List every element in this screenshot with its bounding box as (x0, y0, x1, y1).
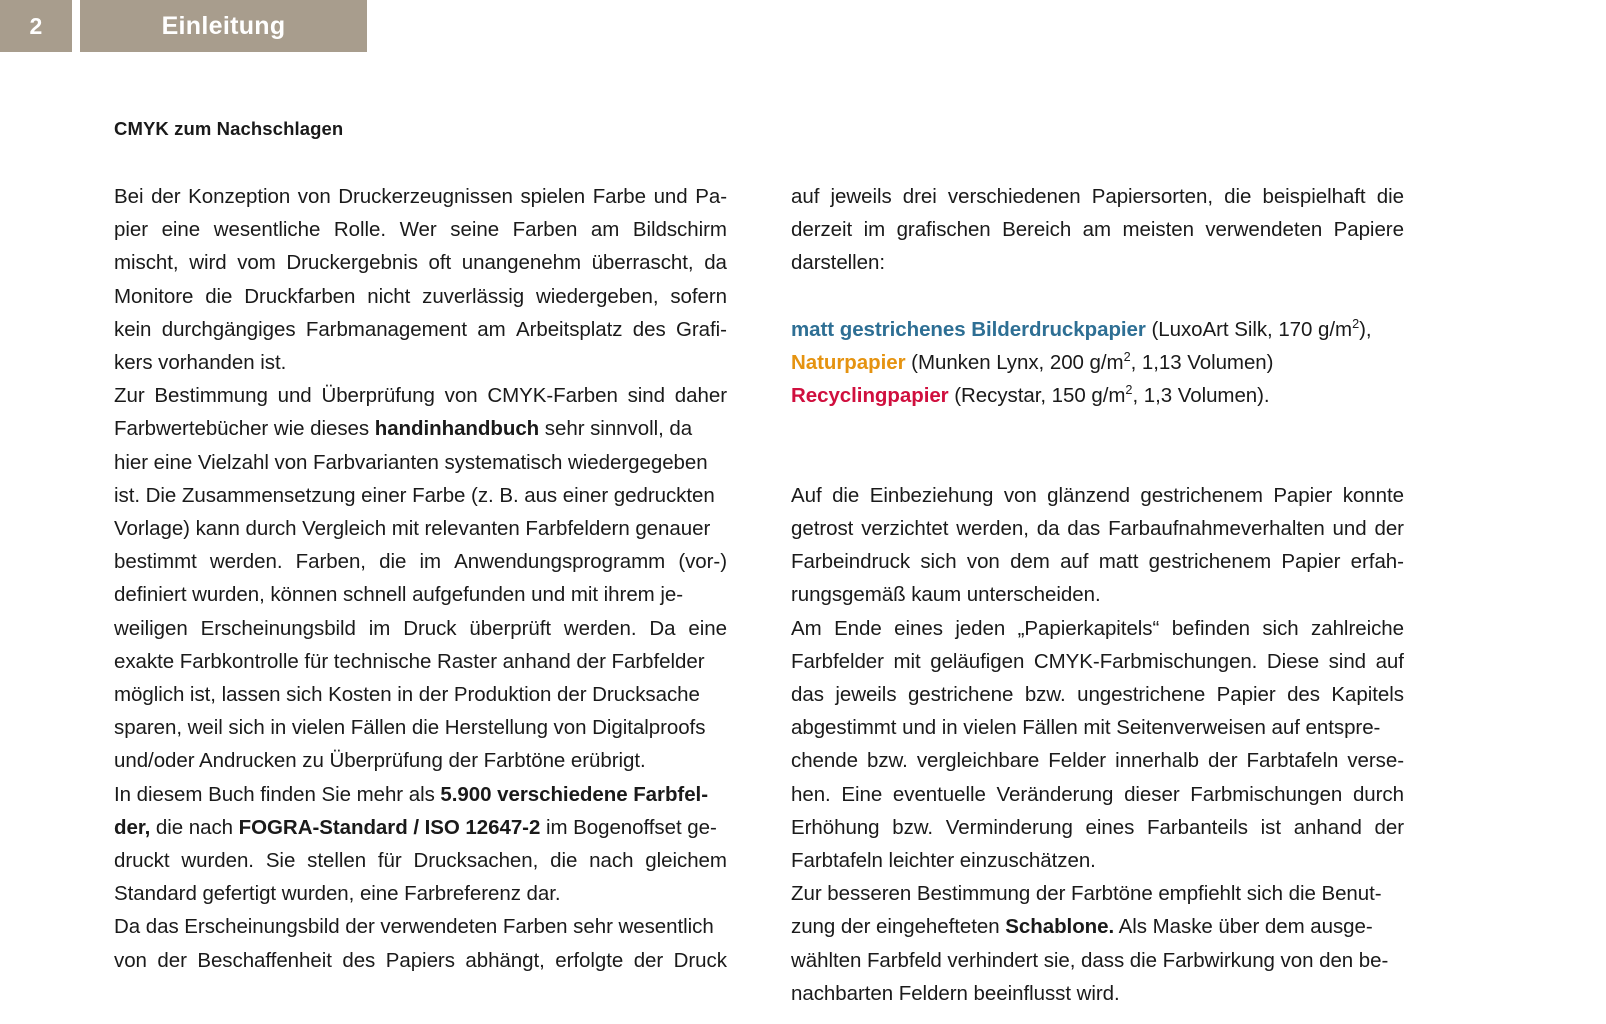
text-word: sich (920, 550, 957, 574)
text-word: Grafi- (675, 317, 727, 341)
text-word: der (157, 948, 187, 972)
text-word: Farbmischungen (1190, 782, 1343, 806)
chapter-title: Einleitung (161, 11, 286, 40)
text-word: nach (589, 849, 634, 873)
text-word: stellen (307, 849, 367, 873)
text-word: drei (902, 185, 937, 208)
running-header (0, 0, 367, 52)
paragraph-erscheinungsbild (114, 910, 727, 976)
text-word: grafischen (896, 218, 991, 242)
text-word: im (419, 550, 441, 574)
text-line (791, 811, 1404, 844)
text-word: des (1287, 683, 1320, 706)
text-word: das (1067, 516, 1101, 540)
text-run: im Bogenoffset ge- (540, 815, 717, 839)
text-word: Farbtafeln (1246, 749, 1339, 773)
text-word: Bildschirm (632, 218, 727, 242)
paper-spec-run: , 1,3 Volumen). (1132, 384, 1270, 408)
paragraph-papierkapitels (791, 612, 1404, 878)
text-word: Papier (1281, 550, 1341, 574)
text-word: Papier (1216, 683, 1276, 706)
text-word: Anwendungsprogramm (454, 550, 666, 574)
text-word: ungestrichene (1077, 683, 1206, 706)
text-word: Ende (834, 616, 882, 640)
text-line: definiert wurden, können schnell aufgefunden und mit ihrem je- (114, 583, 683, 607)
text-word: Arbeitsplatz (515, 317, 623, 341)
text-word: oft (428, 251, 452, 275)
text-line: Da das Erscheinungsbild der verwendeten Farben sehr wesentlich (114, 915, 714, 939)
text-run: Farbwertebücher wie dieses (114, 417, 375, 441)
text-word: und (277, 384, 312, 408)
text-word: CMYK-Farben (487, 384, 618, 408)
text-word: wesentliche (213, 218, 321, 242)
text-word: werden. (563, 616, 637, 640)
text-line: Farbtafeln leichter einzuschätzen. (791, 849, 1096, 873)
paragraph-papiersorten (791, 180, 1404, 280)
text-word: unangenehm (461, 251, 581, 275)
text-word: Da (649, 616, 676, 640)
text-word: Erhöhung (791, 815, 880, 839)
text-word: am (477, 317, 506, 341)
text-word: Druckergebnis (286, 251, 418, 275)
text-line (791, 910, 1404, 943)
paper-spec-run: ), (1359, 317, 1372, 341)
text-word: Zur (114, 384, 145, 408)
text-word: CMYK-Farbmischungen. (1033, 649, 1258, 673)
paragraph-intro (114, 180, 727, 379)
superscript-two: 2 (1352, 315, 1360, 331)
paper-label-coated: matt gestrichenes Bilderdruckpapier (791, 317, 1146, 341)
text-line: kers vorhanden ist. (114, 351, 287, 375)
text-word: Überprüfung (321, 384, 435, 408)
text-line (791, 612, 1404, 645)
text-word: von (1003, 483, 1037, 507)
text-word: Auf (791, 483, 822, 507)
text-word: eines (894, 616, 943, 640)
text-word: Druckerzeugnissen (338, 185, 513, 208)
text-word: der (1374, 516, 1404, 540)
text-word: werden. (209, 550, 283, 574)
text-line (114, 944, 727, 977)
text-run: Als Maske über dem ausge- (1114, 915, 1373, 939)
text-line (791, 778, 1404, 811)
text-word: Bestimmung (154, 384, 268, 408)
text-line (114, 379, 727, 412)
text-line (791, 213, 1404, 246)
text-line (114, 213, 727, 246)
text-word: hen. (791, 782, 831, 806)
text-word: das (791, 683, 824, 706)
text-word: Monitore (114, 284, 194, 308)
text-word: bestimmt (114, 550, 197, 574)
text-word: erfah- (1350, 550, 1404, 574)
paragraph-glaenzend (791, 479, 1404, 612)
text-word: mit (893, 649, 921, 673)
text-word: werden, (956, 516, 1029, 540)
text-line: hier eine Vielzahl von Farbvarianten systematisch wiedergegeben (114, 450, 708, 474)
text-word: Papiersorten, (1091, 185, 1213, 208)
superscript-two: 2 (1123, 349, 1131, 365)
text-word: ist (1260, 815, 1281, 839)
folio-box (0, 0, 72, 52)
text-word: nicht (367, 284, 411, 308)
emphasis-farbfelder-count: 5.900 verschiedene Farbfel- (440, 782, 708, 806)
text-line (791, 744, 1404, 777)
text-line (114, 778, 727, 811)
text-run: die nach (150, 815, 239, 839)
text-line: abgestimmt und in vielen Fällen mit Seitenverweisen auf entspre- (791, 716, 1381, 740)
paper-label-natural: Naturpapier (791, 351, 906, 374)
text-word: Farbmanagement (305, 317, 467, 341)
text-word: weiligen (114, 616, 188, 640)
text-word: eine (688, 616, 727, 640)
paper-label-recycled: Recyclingpapier (791, 384, 949, 408)
text-line: möglich ist, lassen sich Kosten in der Produktion der Drucksache (114, 683, 700, 707)
text-word: der (1208, 749, 1238, 773)
text-word: des (632, 317, 666, 341)
text-word: auf (791, 185, 820, 208)
text-word: Erscheinungsbild (200, 616, 356, 640)
text-word: geläufigen (930, 649, 1025, 673)
text-word: gestrichene (907, 683, 1014, 706)
text-word: am (590, 218, 620, 242)
text-word: wird (189, 251, 227, 275)
text-word: konnte (1342, 483, 1404, 507)
text-word: sind (1328, 649, 1367, 673)
text-word: von (114, 948, 147, 972)
text-word: Sie (265, 849, 296, 873)
paper-type-list (791, 313, 1404, 413)
text-line: ist. Die Zusammensetzung einer Farbe (z. B. aus einer gedruckten (114, 483, 715, 507)
text-word: vergleichbare (916, 749, 1040, 773)
text-word: seine (450, 218, 500, 242)
text-word: sofern (670, 284, 727, 308)
text-word: der (1374, 815, 1404, 839)
paper-type-recycled (791, 379, 1404, 412)
text-word: überprüft (469, 616, 552, 640)
text-word: Papier (1273, 483, 1333, 507)
paper-spec-run: (LuxoArt Silk, 170 g/m (1145, 317, 1353, 341)
right-text-column (791, 180, 1404, 1010)
text-word: Farbfelder (791, 649, 884, 673)
text-word: von (297, 185, 331, 208)
text-line: wählten Farbfeld verhindert sie, dass die Farbwirkung von den be- (791, 948, 1389, 972)
text-word: chende (791, 749, 858, 773)
text-word: derzeit (791, 218, 853, 242)
text-word: verzichtet (861, 516, 949, 540)
text-line (114, 180, 727, 213)
text-word: die (379, 550, 407, 574)
text-line (791, 512, 1404, 545)
text-word: von (966, 550, 1000, 574)
text-word: überrascht, (591, 251, 694, 275)
text-word: Farben, (295, 550, 366, 574)
text-word: Veränderung (996, 782, 1114, 806)
paper-type-natural (791, 346, 1404, 379)
text-word: eventuelle (892, 782, 986, 806)
text-line: rungsgemäß kaum unterscheiden. (791, 583, 1101, 607)
paper-spec-run: (Recystar, 150 g/m (948, 384, 1126, 408)
text-word: mischt, (114, 251, 179, 275)
paragraph-schablone (791, 877, 1404, 1010)
paragraph-farbwertebuecher (114, 379, 727, 777)
section-heading: CMYK zum Nachschlagen (114, 118, 344, 139)
text-word: Wer (399, 218, 437, 242)
text-word: Verminderung (945, 815, 1073, 839)
text-word: Felder (1048, 749, 1107, 773)
text-word: Drucksachen, (413, 849, 539, 873)
text-word: und (653, 185, 688, 208)
text-word: Rolle. (333, 218, 387, 242)
text-word: der (151, 185, 181, 208)
text-word: am (1082, 218, 1112, 242)
two-column-layout (114, 180, 1404, 1010)
text-word: verschiedenen (947, 185, 1081, 208)
text-word: Papiere (1333, 218, 1404, 242)
text-word: im (368, 616, 391, 640)
text-run: In diesem Buch finden Sie mehr als (114, 782, 441, 806)
text-word: abhängt, (465, 948, 545, 972)
text-line: und/oder Andrucken zu Überprüfung der Farbtöne erübrigt. (114, 749, 646, 773)
text-word: die (205, 284, 233, 308)
text-word: von (444, 384, 478, 408)
paper-spec-run: (Munken Lynx, 200 g/m (905, 351, 1124, 374)
text-word: für (377, 849, 402, 873)
text-line: Zur besseren Bestimmung der Farbtöne empfiehlt sich die Benut- (791, 882, 1382, 906)
text-word: jeden (955, 616, 1006, 640)
emphasis-schablone: Schablone. (1005, 915, 1115, 939)
text-word: durch (1352, 782, 1404, 806)
text-word: die (1376, 185, 1404, 208)
text-line: exakte Farbkontrolle für technische Raster anhand der Farbfelder (114, 649, 705, 673)
text-word: getrost (791, 516, 854, 540)
page-number: 2 (29, 12, 43, 39)
text-word: (vor-) (678, 550, 727, 574)
text-word: befinden (1171, 616, 1250, 640)
text-line (791, 678, 1404, 711)
text-line (114, 246, 727, 279)
text-word: kein (114, 317, 152, 341)
text-line (114, 811, 727, 844)
text-word: Pa- (695, 185, 727, 208)
text-word: innerhalb (1115, 749, 1199, 773)
text-word: Farbeindruck (791, 550, 911, 574)
text-word: eine (161, 218, 201, 242)
text-word: Farbe (592, 185, 646, 208)
emphasis-farbfelder-count-cont: der, (114, 815, 151, 839)
text-word: verse- (1347, 749, 1404, 773)
text-line (114, 280, 727, 313)
text-word: der (633, 948, 664, 972)
text-line: Standard gefertigt wurden, eine Farbreferenz dar. (114, 882, 561, 906)
emphasis-fogra-standard: FOGRA-Standard / ISO 12647-2 (238, 815, 541, 839)
text-line (114, 412, 727, 445)
text-line (791, 180, 1404, 213)
text-line (114, 844, 727, 877)
text-word: durchgängiges (161, 317, 296, 341)
text-line: sparen, weil sich in vielen Fällen die Herstellung von Digitalproofs (114, 716, 706, 740)
text-word: im (863, 218, 886, 242)
superscript-two: 2 (1125, 382, 1133, 398)
text-word: daher (674, 384, 727, 408)
text-word: Diese (1266, 649, 1320, 673)
text-word: bzw. (892, 815, 934, 839)
text-word: jeweils (835, 683, 897, 706)
text-word: wiedergeben, (535, 284, 659, 308)
text-word: Einbeziehung (869, 483, 994, 507)
text-word: dieser (1124, 782, 1180, 806)
paper-spec-run: , 1,13 Volumen) (1130, 351, 1274, 374)
chapter-title-box (80, 0, 367, 52)
text-word: gestrichenem (1140, 483, 1263, 507)
text-word: Druckfarben (244, 284, 356, 308)
text-line (791, 645, 1404, 678)
text-word: die (550, 849, 578, 873)
text-word: zuverlässig (422, 284, 525, 308)
text-word: dem (1010, 550, 1050, 574)
text-word: gleichem (645, 849, 727, 873)
text-word: sind (627, 384, 666, 408)
paragraph-spacer (791, 280, 1404, 313)
text-word: Bereich (1002, 218, 1072, 242)
text-word: Eine (841, 782, 883, 806)
text-word: die (1224, 185, 1252, 208)
text-word: auf (1375, 649, 1404, 673)
text-line (114, 612, 727, 645)
paragraph-spacer (791, 446, 1404, 479)
header-gap (72, 0, 80, 52)
text-word: Farbanteils (1147, 815, 1248, 839)
text-word: da (704, 251, 727, 275)
text-word: matt (1098, 550, 1139, 574)
text-word: glänzend (1047, 483, 1130, 507)
text-run: sehr sinnvoll, da (539, 417, 693, 441)
paper-type-coated (791, 313, 1404, 346)
text-word: „Papierkapitels“ (1017, 616, 1160, 640)
emphasis-handinhandbuch: handinhandbuch (374, 417, 540, 441)
text-word: eines (1085, 815, 1135, 839)
page-body (114, 118, 1404, 1010)
text-word: Farben (512, 218, 578, 242)
text-word: spielen (520, 185, 586, 208)
text-line: nachbarten Feldern beeinflusst wird. (791, 981, 1120, 1005)
text-word: Farbaufnahmeverhalten (1108, 516, 1325, 540)
text-word: wurden. (181, 849, 254, 873)
text-word: Papiers (385, 948, 455, 972)
text-word: Kapitels (1331, 683, 1404, 706)
text-word: vom (237, 251, 276, 275)
text-word: pier (114, 218, 148, 242)
left-text-column (114, 180, 727, 1010)
text-word: Druck (673, 948, 727, 972)
text-word: beispielhaft (1262, 185, 1366, 208)
text-word: anhand (1293, 815, 1362, 839)
text-word: und (1332, 516, 1367, 540)
text-word: gestrichenem (1148, 550, 1272, 574)
text-word: Druck (403, 616, 457, 640)
text-word: erfolgte (555, 948, 624, 972)
text-word: bzw. (1024, 683, 1066, 706)
text-word: Bei (114, 185, 144, 208)
text-run: zung der eingehefteten (791, 915, 1006, 939)
text-word: die (832, 483, 860, 507)
text-word: Beschaffenheit (197, 948, 332, 972)
text-word: auf (1060, 550, 1089, 574)
text-word: meisten (1122, 218, 1194, 242)
text-word: Konzeption (188, 185, 291, 208)
text-word: des (342, 948, 376, 972)
text-line (791, 479, 1404, 512)
text-line (114, 313, 727, 346)
text-line (791, 545, 1404, 578)
text-word: druckt (114, 849, 170, 873)
paragraph-spacer (791, 412, 1404, 445)
text-word: sich (1262, 616, 1299, 640)
text-word: jeweils (830, 185, 892, 208)
text-line: darstellen: (791, 251, 886, 275)
text-line (114, 545, 727, 578)
text-word: verwendeten (1205, 218, 1323, 242)
text-word: zahlreiche (1311, 616, 1404, 640)
text-word: Am (791, 616, 822, 640)
text-word: da (1036, 516, 1060, 540)
text-line: Vorlage) kann durch Vergleich mit relevanten Farbfeldern genauer (114, 517, 711, 541)
paragraph-farbfelder-count (114, 778, 727, 911)
text-word: bzw. (866, 749, 908, 773)
